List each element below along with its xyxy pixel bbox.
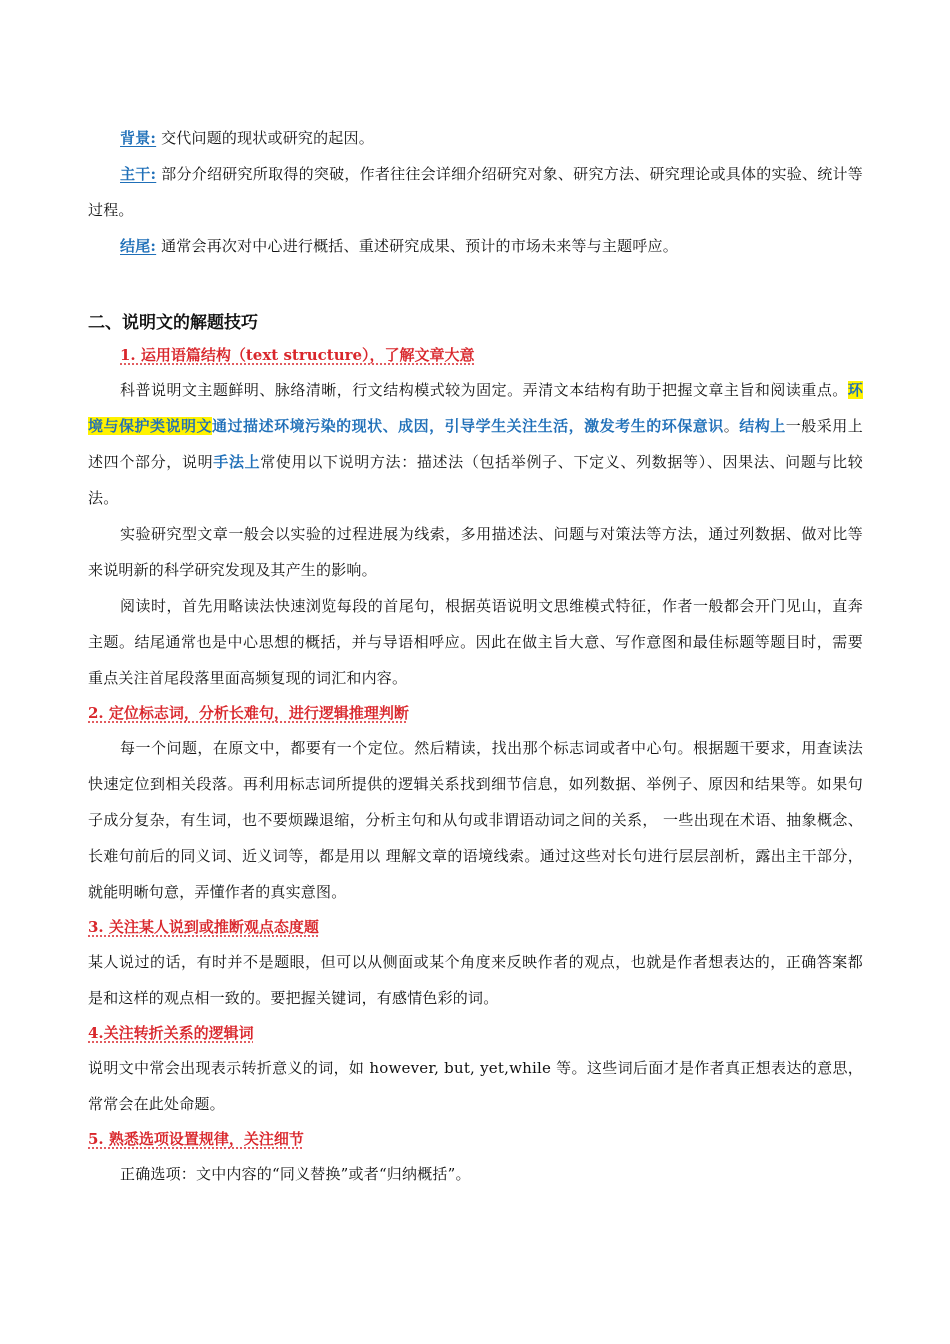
tip1-end: 常使用以下说明方法：描述法（包括举例子、下定义、列数据等）、因果法、问题与比较法。 <box>88 453 863 507</box>
document-content <box>88 120 863 1192</box>
tip2-heading: 2. 定位标志词，分析长难句，进行逻辑推理判断 <box>88 704 409 722</box>
ending-label: 结尾: <box>120 237 157 255</box>
section-title: 二、说明文的解题技巧 <box>88 313 258 333</box>
ending-text: 通常会再次对中心进行概括、重述研究成果、预计的市场未来等与主题呼应。 <box>161 237 678 255</box>
tip1-heading: 1. 运用语篇结构（text structure），了解文章大意 <box>120 346 475 364</box>
tip1-structure-term: 结构上 <box>739 417 786 435</box>
tip1-highlight: 环境与保护类说明文 <box>88 381 863 435</box>
background-text: 交代问题的现状或研究的起因。 <box>161 129 374 147</box>
tip3-heading: 3. 关注某人说到或推断观点态度题 <box>88 918 319 936</box>
background-label: 背景: <box>120 129 157 147</box>
tip5-heading: 5. 熟悉选项设置规律，关注细节 <box>88 1130 304 1148</box>
structure-background <box>88 120 863 156</box>
tip1-period: 。 <box>723 417 740 435</box>
structure-ending <box>88 228 863 264</box>
tip1-technique-term: 手法上 <box>213 453 261 471</box>
body-label: 主干: <box>120 165 157 183</box>
tip1-paragraph-3: 阅读时，首先用略读法快速浏览每段的首尾句，根据英语说明文思维模式特征，作者一般都会开门见山，直奔主题。结尾通常也是中心思想的概括，并与导语相呼应。因此在做主旨大意、写作意图和最佳标题等题目时，需要重点关注首尾段落里面高频复现的词汇和内容。 <box>88 597 863 687</box>
tip5-paragraph: 正确选项：文中内容的“同义替换”或者“归纳概括”。 <box>120 1165 471 1183</box>
tip4-paragraph: 说明文中常会出现表示转折意义的词，如 however, but, yet,while 等。这些词后面才是作者真正想表达的意思，常常会在此处命题。 <box>88 1059 863 1113</box>
tip1-blue-text: 通过描述环境污染的现状、成因，引导学生关注生活，激发考生的环保意识 <box>212 417 724 435</box>
tip1-mid: 一般采用上述四个部分，说明 <box>88 417 864 471</box>
tip1-p1-start: 科普说明文主题鲜明、脉络清晰，行文结构模式较为固定。弄清文本结构有助于把握文章主旨和阅读重点。 <box>120 381 848 399</box>
body-text: 部分介绍研究所取得的突破，作者往往会详细介绍研究对象、研究方法、研究理论或具体的实验、统计等过程。 <box>88 165 863 219</box>
structure-body <box>88 156 863 228</box>
tip3-paragraph: 某人说过的话，有时并不是题眼，但可以从侧面或某个角度来反映作者的观点，也就是作者想表达的，正确答案都是和这样的观点相一致的。要把握关键词，有感情色彩的词。 <box>88 953 863 1007</box>
tip1-paragraph-1 <box>88 372 863 516</box>
tip2-paragraph: 每一个问题，在原文中，都要有一个定位。然后精读，找出那个标志词或者中心句。根据题干要求，用查读法快速定位到相关段落。再利用标志词所提供的逻辑关系找到细节信息，如列数据、举例子、原因和结果等。如果句子成分复杂，有生词，也不要烦躁退缩，分析主句和从句或非谓语动词之间的关系， 一些出现在术语、抽象概念、长难句前后的同义词、近义词等，都是用以 理解文章的语境线索。通过这些对长句进行层层剖析，露出主干部分，就能明晰句意，弄懂作者的真实意图。 <box>88 739 863 901</box>
tip1-paragraph-2: 实验研究型文章一般会以实验的过程进展为线索，多用描述法、问题与对策法等方法，通过列数据、做对比等来说明新的科学研究发现及其产生的影响。 <box>88 525 863 579</box>
tip4-heading: 4.关注转折关系的逻辑词 <box>88 1024 254 1042</box>
